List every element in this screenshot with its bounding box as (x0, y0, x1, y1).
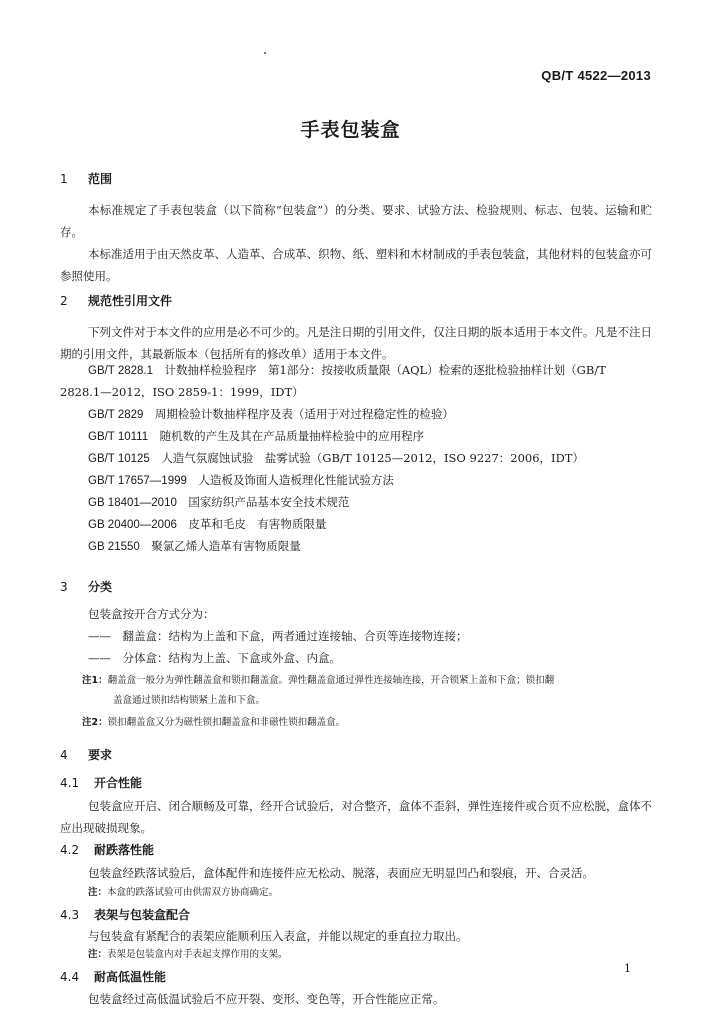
subsection-4-1-text: 包装盒应开启、闭合顺畅及可靠，经开合试验后，对合整齐，盒体不歪斜，弹性连接件或合页不应松脱，盒体不应出现破损现象。 (60, 799, 652, 835)
standard-code: QB/T 4522—2013 (541, 68, 651, 83)
note-1: 注1：翻盖盒一般分为弹性翻盖盒和锁扣翻盖盒。弹性翻盖盒通过弹性连接轴连接，开合锁紧上盖和下盒；锁扣翻 (82, 675, 555, 686)
reference-item-continued: 2828.1—2012，ISO 2859-1：1999，IDT） (60, 385, 304, 399)
document-title: 手表包装盒 (300, 119, 401, 141)
subsection-4-3-text: 与包装盒有紧配合的表架应能顺利压入表盒，并能以规定的垂直拉力取出。 (88, 929, 468, 943)
section-number: 4 (60, 748, 68, 762)
section-4-heading (60, 746, 112, 763)
reference-item: GB/T 2829 周期检验计数抽样程序及表（适用于对过程稳定性的检验） (88, 407, 454, 421)
note-1-continued: 盖盒通过锁扣结构锁紧上盖和下盒。 (113, 695, 266, 706)
section-1-heading (60, 170, 112, 187)
note-label: 注： (88, 949, 108, 960)
reference-item: GB/T 10125 人造气氛腐蚀试验 盐雾试验（GB/T 10125—2012，ISO 9227：2006，IDT） (88, 451, 584, 465)
section-2-heading (60, 292, 172, 309)
section-number: 1 (60, 172, 68, 186)
section-number: 3 (60, 580, 68, 594)
scan-speck (264, 52, 266, 54)
subsection-4-2-heading: 4.2 耐跌落性能 (60, 843, 155, 857)
note-label: 注： (88, 887, 108, 898)
section-3-heading (60, 578, 112, 595)
subsection-4-4-heading: 4.4 耐高低温性能 (60, 970, 167, 984)
subsection-4-2-text: 包装盒经跌落试验后，盒体配件和连接件应无松动、脱落，表面应无明显凹凸和裂痕，开、合灵活。 (88, 866, 594, 880)
reference-item: GB 18401—2010 国家纺织产品基本安全技术规范 (88, 495, 350, 509)
note: 注：本盒的跌落试验可由供需双方协商确定。 (88, 887, 279, 898)
note-label: 注1： (82, 675, 108, 686)
list-item: —— 分体盒：结构为上盖、下盒或外盒、内盒。 (88, 651, 341, 665)
note-label: 注2： (82, 717, 108, 728)
page-number: 1 (624, 962, 631, 975)
subsection-4-1-heading: 4.1 开合性能 (60, 776, 143, 790)
reference-item: GB 20400—2006 皮革和毛皮 有害物质限量 (88, 517, 327, 531)
scope-paragraph-1: 本标准规定了手表包装盒（以下简称“包装盒”）的分类、要求、试验方法、检验规则、标志、包装、运输和贮存。 (60, 203, 652, 239)
subsection-4-4-text: 包装盒经过高低温试验后不应开裂、变形、变色等，开合性能应正常。 (88, 992, 445, 1006)
list-item: —— 翻盖盒：结构为上盖和下盒，两者通过连接轴、合页等连接物连接； (88, 629, 468, 643)
references-intro: 下列文件对于本文件的应用是必不可少的。凡是注日期的引用文件，仅注日期的版本适用于本文件。凡是不注日期的引用文件，其最新版本（包括所有的修改单）适用于本文件。 (60, 325, 652, 361)
reference-item: GB/T 2828.1 计数抽样检验程序 第1部分：按接收质量限（AQL）检索的逐批检验抽样计划（GB/T (88, 363, 606, 377)
classification-intro: 包装盒按开合方式分为： (88, 607, 215, 621)
section-title: 范围 (88, 172, 113, 186)
note: 注：表架是包装盒内对手表起支撑作用的支架。 (88, 949, 288, 960)
subsection-4-3-heading: 4.3 表架与包装盒配合 (60, 908, 191, 922)
reference-item: GB 21550 聚氯乙烯人造革有害物质限量 (88, 539, 301, 553)
section-title: 分类 (88, 580, 113, 594)
note-2: 注2：锁扣翻盖盒又分为磁性锁扣翻盖盒和非磁性锁扣翻盖盒。 (82, 717, 346, 728)
section-title: 要求 (88, 748, 113, 762)
section-number: 2 (60, 294, 68, 308)
section-title: 规范性引用文件 (88, 294, 173, 308)
scope-paragraph-2: 本标准适用于由天然皮革、人造革、合成革、织物、纸、塑料和木材制成的手表包装盒，其他材料的包装盒亦可参照使用。 (60, 247, 652, 283)
reference-item: GB/T 10111 随机数的产生及其在产品质量抽样检验中的应用程序 (88, 429, 425, 443)
reference-item: GB/T 17657—1999 人造板及饰面人造板理化性能试验方法 (88, 473, 394, 487)
